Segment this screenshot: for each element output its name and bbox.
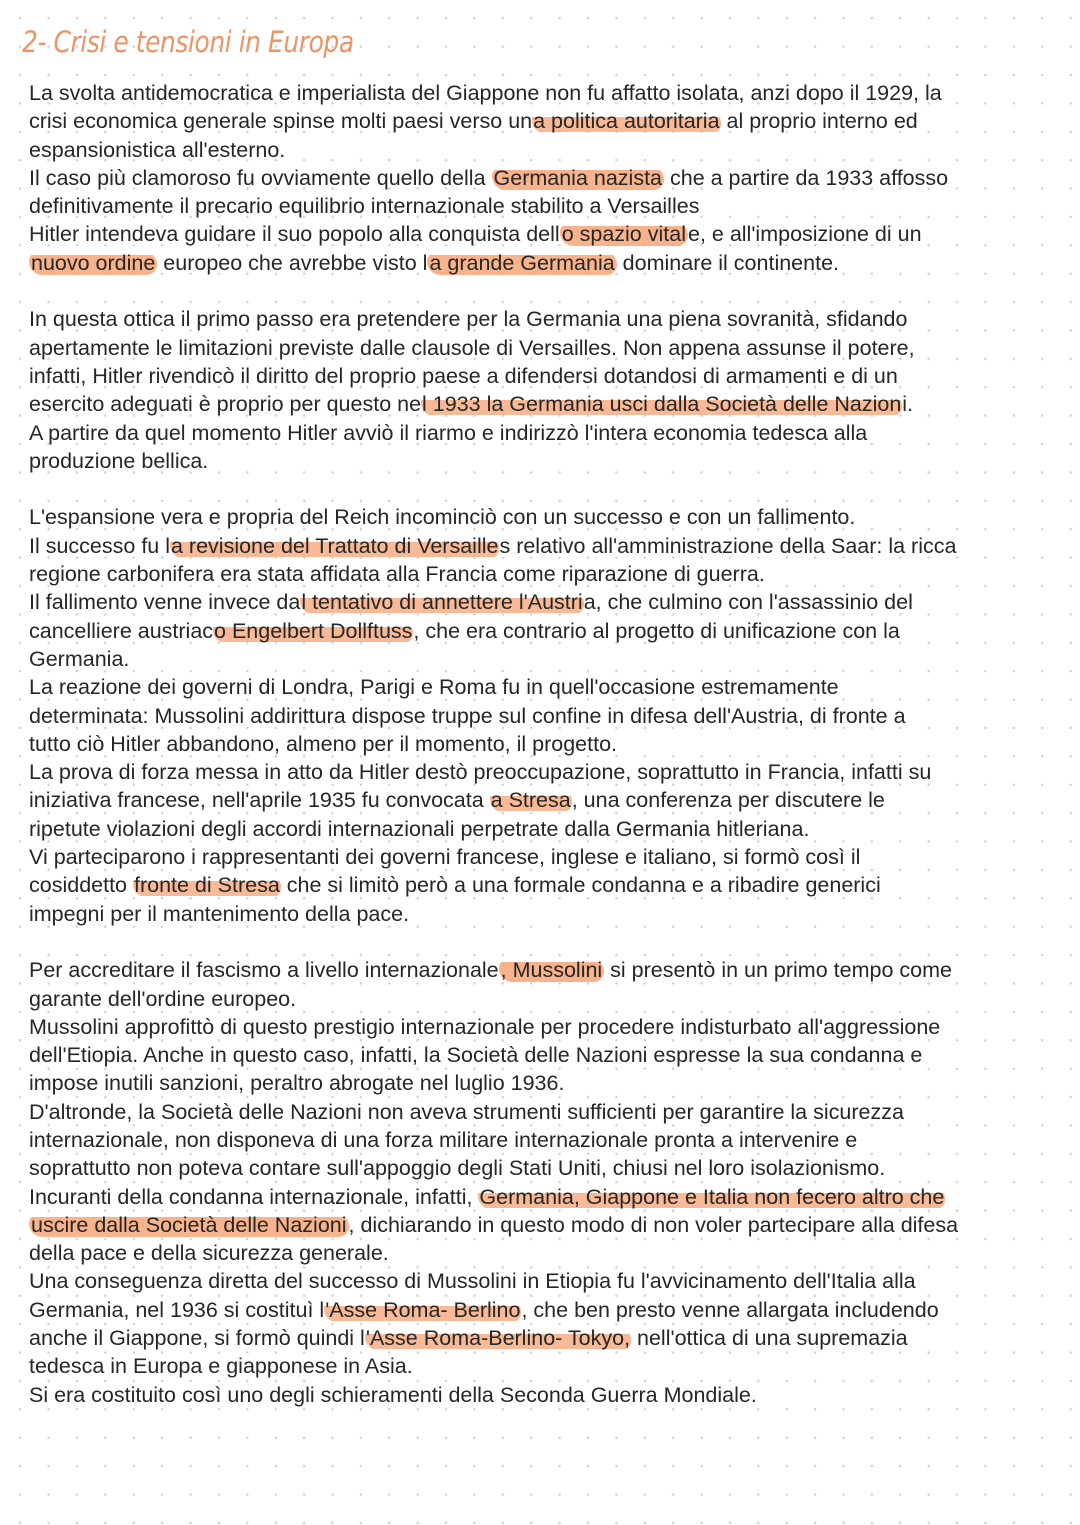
text-line <box>29 730 1069 758</box>
highlighted-text: a Stresa <box>490 788 571 813</box>
text-line <box>29 1267 1069 1295</box>
text-segment: A partire da quel momento Hitler avviò il riarmo e indirizzò l'intera economia tedesca alla <box>29 420 868 445</box>
text-segment: determinata: Mussolini addirittura dispose truppe sul confine in difesa dell'Austria, di fronte a <box>29 703 906 728</box>
text-segment: garante dell'ordine europeo. <box>29 986 297 1011</box>
text-line <box>29 1324 1069 1352</box>
text-segment: Germania, nel 1936 si costituì l <box>29 1297 325 1322</box>
text-line <box>29 1381 1069 1409</box>
text-segment: , che ben presto venne allargata includendo <box>521 1297 939 1322</box>
text-segment: esercito adeguati è proprio per questo ne <box>29 392 422 417</box>
highlighted-text: o Engelbert Dollftuss <box>214 618 413 643</box>
paragraph <box>29 79 1069 277</box>
text-segment: Incuranti della condanna internazionale, infatti, <box>29 1184 479 1209</box>
text-line <box>29 419 1069 447</box>
text-segment: Per accreditare il fascismo a livello internazionale <box>29 958 499 983</box>
text-line <box>29 1352 1069 1380</box>
text-segment: Il caso più clamoroso fu ovviamente quello della <box>29 165 492 190</box>
text-segment: In questa ottica il primo passo era pretendere per la Germania una piena sovranità, sfidando <box>29 307 908 332</box>
text-line <box>29 815 1069 843</box>
text-line <box>29 617 1069 645</box>
text-line <box>29 1126 1069 1154</box>
text-segment: impose inutili sanzioni, peraltro abrogate nel luglio 1936. <box>29 1071 565 1096</box>
text-line <box>29 249 1069 277</box>
highlighted-text: a politica autoritaria <box>533 109 720 134</box>
text-segment: La reazione dei governi di Londra, Parigi e Roma fu in quell'occasione estremamente <box>29 675 839 700</box>
text-segment: soprattutto non poteva contare sull'appoggio degli Stati Uniti, chiusi nel loro isolazionismo. <box>29 1156 886 1181</box>
text-segment: , dichiarando in questo modo di non voler partecipare alla difesa <box>348 1212 959 1237</box>
text-segment: al proprio interno ed <box>720 109 918 134</box>
text-segment: Mussolini approfittò di questo prestigio internazionale per procedere indisturbato all'aggressione <box>29 1014 941 1039</box>
text-line <box>29 1098 1069 1126</box>
body-text <box>29 79 1069 1437</box>
text-line <box>29 1013 1069 1041</box>
text-line <box>29 107 1069 135</box>
text-segment: Una conseguenza diretta del successo di Mussolini in Etiopia fu l'avvicinamento dell'Italia alla <box>29 1269 916 1294</box>
text-line <box>29 702 1069 730</box>
text-line <box>29 900 1069 928</box>
highlighted-text: 'Asse Roma-Berlino- Tokyo, <box>365 1326 631 1351</box>
text-line <box>29 136 1069 164</box>
text-line <box>29 164 1069 192</box>
paragraph <box>29 956 1069 1409</box>
text-line <box>29 532 1069 560</box>
text-line <box>29 192 1069 220</box>
text-line <box>29 843 1069 871</box>
text-segment: La svolta antidemocratica e imperialista del Giappone non fu affatto isolata, anzi dopo il 1929, la <box>29 81 942 105</box>
highlighted-text: , Mussolini <box>500 958 603 983</box>
text-segment: Germania. <box>29 646 130 671</box>
text-line <box>29 503 1069 531</box>
text-segment: Il successo fu l <box>29 533 170 558</box>
text-line <box>29 362 1069 390</box>
text-segment: infatti, Hitler rivendicò il diritto del proprio paese a difendersi dotandosi di armamenti e di un <box>29 363 898 388</box>
text-segment: cosiddetto <box>29 873 133 898</box>
text-line <box>29 1154 1069 1182</box>
text-segment: produzione bellica. <box>29 448 209 473</box>
text-segment: internazionale, non disponeva di una forza militare internazionale pronta a intervenire e <box>29 1127 858 1152</box>
text-segment: espansionistica all'esterno. <box>29 137 286 162</box>
text-line <box>29 871 1069 899</box>
text-segment: La prova di forza messa in atto da Hitler destò preoccupazione, soprattutto in Francia, infatti su <box>29 760 932 785</box>
text-segment: , una conferenza per discutere le <box>571 788 885 813</box>
text-segment: a, che culmino con l'assassinio del <box>583 590 913 615</box>
text-line <box>29 1211 1069 1239</box>
highlighted-text: l tentativo di annettere l'Austri <box>301 590 583 615</box>
highlighted-text: o spazio vital <box>561 222 686 247</box>
text-line <box>29 560 1069 588</box>
text-segment: L'espansione vera e propria del Reich incominciò con un successo e con un fallimento. <box>29 505 856 530</box>
text-segment: dell'Etiopia. Anche in questo caso, infatti, la Società delle Nazioni espresse la sua condanna e <box>29 1043 923 1068</box>
paragraph <box>29 503 1069 927</box>
text-line <box>29 447 1069 475</box>
text-line <box>29 79 1069 107</box>
text-line <box>29 985 1069 1013</box>
text-segment: Il fallimento venne invece da <box>29 590 301 615</box>
text-segment: tedesca in Europa e giapponese in Asia. <box>29 1354 413 1379</box>
text-segment: dominare il continente. <box>616 250 839 275</box>
text-line <box>29 334 1069 362</box>
text-line <box>29 758 1069 786</box>
text-segment: anche il Giappone, si formò quindi l <box>29 1326 365 1351</box>
text-line <box>29 645 1069 673</box>
text-segment: e, e all'imposizione di un <box>687 222 922 247</box>
text-line <box>29 390 1069 418</box>
highlighted-text: fronte di Stresa <box>133 873 280 898</box>
text-segment: i. <box>902 392 914 417</box>
text-segment: , che era contrario al progetto di unificazione con la <box>413 618 900 643</box>
text-line <box>29 305 1069 333</box>
highlighted-text: Germania nazista <box>493 165 663 190</box>
text-line <box>29 673 1069 701</box>
text-segment: ripetute violazioni degli accordi internazionali perpetrate dalla Germania hitleriana. <box>29 816 810 841</box>
text-segment: nell'ottica di una supremazia <box>631 1326 908 1351</box>
text-line <box>29 956 1069 984</box>
highlighted-text: nuovo ordine <box>31 250 156 275</box>
text-line <box>29 1069 1069 1097</box>
highlighted-text: Germania, Giappone e Italia non fecero altro che <box>479 1184 945 1209</box>
page-title: 2- Crisi e tensioni in Europa <box>22 25 354 59</box>
text-segment: definitivamente il precario equilibrio internazionale stabilito a Versailles <box>29 194 700 219</box>
text-segment: impegni per il mantenimento della pace. <box>29 901 410 926</box>
text-line <box>29 1239 1069 1267</box>
text-line <box>29 588 1069 616</box>
text-segment: regione carbonifera era stata affidata alla Francia come riparazione di guerra. <box>29 562 765 587</box>
highlighted-text: 'Asse Roma- Berlino <box>325 1297 521 1322</box>
text-segment: iniziativa francese, nell'aprile 1935 fu convocata <box>29 788 490 813</box>
text-segment: che a partire da 1933 affosso <box>664 165 949 190</box>
text-segment: crisi economica generale spinse molti paesi verso un <box>29 109 533 134</box>
text-line <box>29 1041 1069 1069</box>
text-segment: tutto ciò Hitler abbandono, almeno per il momento, il progetto. <box>29 731 617 756</box>
text-segment: cancelliere austriac <box>29 618 214 643</box>
text-segment: che si limitò però a una formale condanna e a ribadire generici <box>280 873 881 898</box>
text-segment: Vi parteciparono i rappresentanti dei governi francese, inglese e italiano, si formò così il <box>29 845 861 870</box>
text-segment: si presentò in un primo tempo come <box>604 958 952 983</box>
text-segment: s relativo all'amministrazione della Saar: la ricca <box>499 533 957 558</box>
highlighted-text: l 1933 la Germania usci dalla Società delle Nazion <box>422 392 902 417</box>
highlighted-text: a revisione del Trattato di Versaille <box>171 533 499 558</box>
highlighted-text: a grande Germania <box>429 250 615 275</box>
text-segment: apertamente le limitazioni previste dalle clausole di Versailles. Non appena assunse il potere, <box>29 335 915 360</box>
text-line <box>29 220 1069 248</box>
highlighted-text: uscire dalla Società delle Nazioni <box>31 1212 347 1237</box>
text-segment: Si era costituito così uno degli schieramenti della Seconda Guerra Mondiale. <box>29 1382 757 1407</box>
text-line <box>29 1183 1069 1211</box>
text-segment: europeo che avrebbe visto l <box>157 250 428 275</box>
text-line <box>29 786 1069 814</box>
text-segment: della pace e della sicurezza generale. <box>29 1241 389 1266</box>
text-segment: Hitler intendeva guidare il suo popolo alla conquista dell <box>29 222 560 247</box>
paragraph <box>29 305 1069 475</box>
text-line <box>29 1296 1069 1324</box>
text-segment: D'altronde, la Società delle Nazioni non aveva strumenti sufficienti per garantire la sicurezza <box>29 1099 904 1124</box>
